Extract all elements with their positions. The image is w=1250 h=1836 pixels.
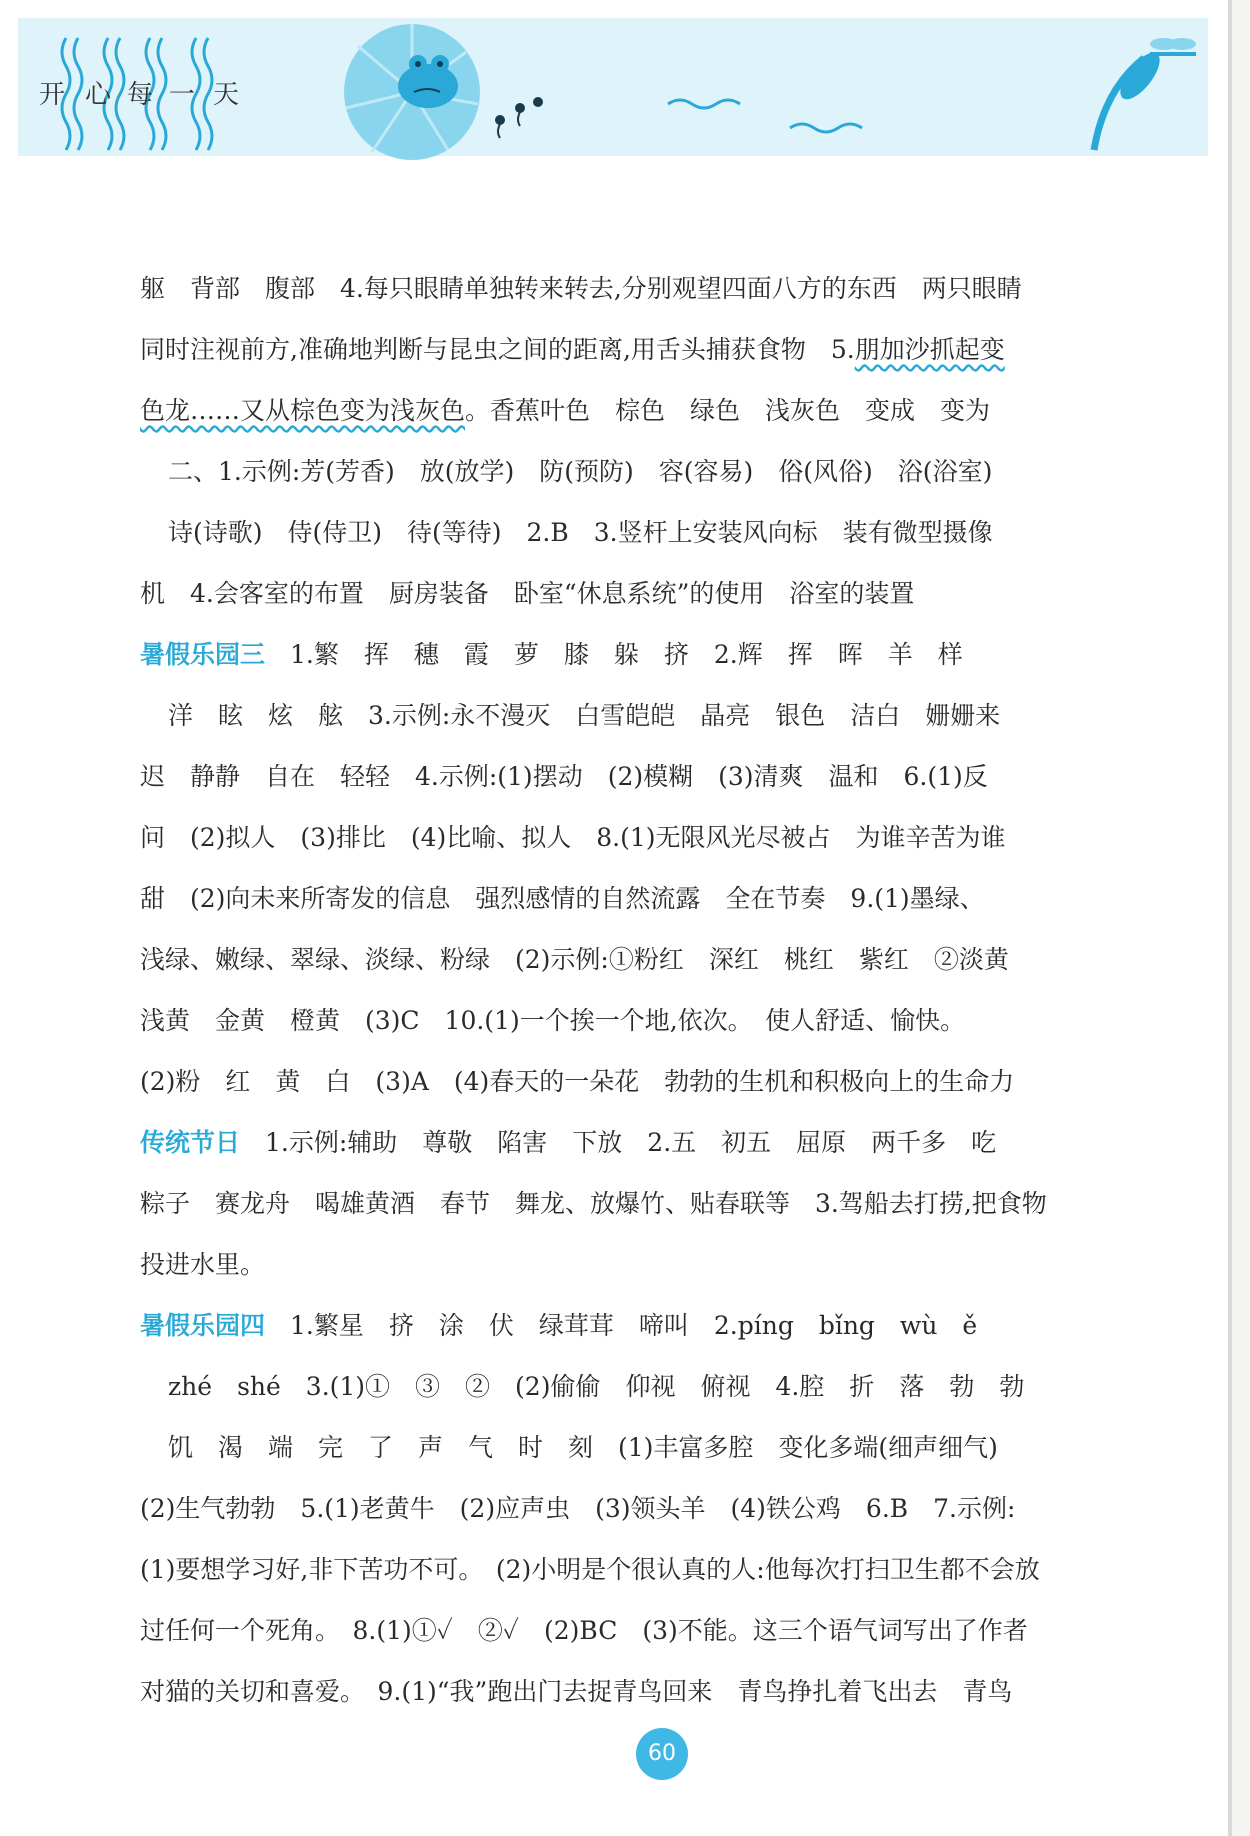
- text-line: [140, 1661, 1180, 1722]
- text-line: [140, 807, 1180, 868]
- line-text: (2)生气勃勃 5.(1)老黄牛 (2)应声虫 (3)领头羊 (4)铁公鸡 6.B 7.示例:: [140, 1494, 1016, 1523]
- text-line: [140, 1295, 1180, 1356]
- line-text: 粽子 赛龙舟 喝雄黄酒 春节 舞龙、放爆竹、贴春联等 3.驾船去打捞,把食物: [140, 1189, 1047, 1218]
- line-text: 机 4.会客室的布置 厨房装备 卧室“休息系统”的使用 浴室的装置: [140, 579, 915, 608]
- answer-content: [140, 258, 1180, 1722]
- page-number: 60: [636, 1728, 688, 1780]
- line-text: 浅绿、嫩绿、翠绿、淡绿、粉绿 (2)示例:①粉红 深红 桃红 紫红 ②淡黄: [140, 945, 1009, 974]
- line-text: 浅黄 金黄 橙黄 (3)C 10.(1)一个挨一个地,依次。 使人舒适、愉快。: [140, 1006, 966, 1035]
- line-text: 投进水里。: [140, 1250, 266, 1279]
- title-char: 开: [38, 80, 65, 110]
- line-text: zhé shé 3.(1)① ③ ② (2)偷偷 仰视 俯视 4.腔 折 落 勃 勃: [168, 1372, 1025, 1401]
- line-text: 迟 静静 自在 轻轻 4.示例:(1)摆动 (2)模糊 (3)清爽 温和 6.(1)反: [140, 762, 988, 791]
- text-line: [140, 685, 1180, 746]
- line-text: 1.示例:辅助 尊敬 陷害 下放 2.五 初五 屈原 两千多 吃: [240, 1128, 997, 1157]
- line-text: 过任何一个死角。 8.(1)①✓ ②✓ (2)BC (3)不能。这三个语气词写出了作者: [140, 1616, 1028, 1645]
- text-line: [140, 1356, 1180, 1417]
- line-text: 洋 眩 炫 舷 3.示例:永不漫灭 白雪皑皑 晶亮 银色 洁白 姗姗来: [168, 701, 1001, 730]
- text-line: [140, 1478, 1180, 1539]
- line-text: 躯 背部 腹部 4.每只眼睛单独转来转去,分别观望四面八方的东西 两只眼睛: [140, 274, 1022, 303]
- line-text: 1.繁星 挤 涂 伏 绿茸茸 啼叫 2.píng bǐng wù ě: [265, 1311, 978, 1340]
- text-line: [140, 929, 1180, 990]
- line-text: 同时注视前方,准确地判断与昆虫之间的距离,用舌头捕获食物 5.: [140, 335, 855, 364]
- text-line: [140, 1600, 1180, 1661]
- text-line: [140, 1112, 1180, 1173]
- line-text: 饥 渴 端 完 了 声 气 时 刻 (1)丰富多腔 变化多端(细声细气): [168, 1433, 998, 1462]
- section-label: 传统节日: [140, 1128, 241, 1157]
- text-line: [140, 1539, 1180, 1600]
- line-text: 甜 (2)向未来所寄发的信息 强烈感情的自然流露 全在节奏 9.(1)墨绿、: [140, 884, 985, 913]
- title-char: 每: [126, 80, 153, 110]
- section-label: 暑假乐园四: [140, 1311, 266, 1340]
- title-char: 一: [168, 80, 195, 110]
- title-char: 心: [84, 80, 111, 110]
- text-line: [140, 380, 1180, 441]
- text-line: [140, 1051, 1180, 1112]
- text-line: [140, 624, 1180, 685]
- text-line: [140, 563, 1180, 624]
- underlined-text: 朋加沙抓起变: [854, 335, 1005, 364]
- text-line: [140, 1417, 1180, 1478]
- underlined-text: 色龙……又从棕色变为浅灰色: [140, 396, 466, 425]
- section-label: 暑假乐园三: [140, 640, 266, 669]
- text-line: [140, 441, 1180, 502]
- text-line: [140, 746, 1180, 807]
- line-text: 。香蕉叶色 棕色 绿色 浅灰色 变成 变为: [465, 396, 991, 425]
- line-text: (2)粉 红 黄 白 (3)A (4)春天的一朵花 勃勃的生机和积极向上的生命力: [140, 1067, 1015, 1096]
- text-line: [140, 258, 1180, 319]
- text-line: [140, 319, 1180, 380]
- line-text: 1.繁 挥 穗 霞 萝 膝 躲 挤 2.辉 挥 晖 羊 样: [265, 640, 963, 669]
- text-line: [140, 502, 1180, 563]
- line-text: 诗(诗歌) 侍(侍卫) 待(等待) 2.B 3.竖杆上安装风向标 装有微型摄像: [168, 518, 993, 547]
- header-title: [32, 62, 262, 118]
- line-text: 对猫的关切和喜爱。 9.(1)“我”跑出门去捉青鸟回来 青鸟挣扎着飞出去 青鸟: [140, 1677, 1013, 1706]
- title-char: 天: [212, 80, 239, 110]
- line-text: 问 (2)拟人 (3)排比 (4)比喻、拟人 8.(1)无限风光尽被占 为谁辛苦为谁: [140, 823, 1006, 852]
- text-line: [140, 1173, 1180, 1234]
- line-text: (1)要想学习好,非下苦功不可。 (2)小明是个很认真的人:他每次打扫卫生都不会放: [140, 1555, 1040, 1584]
- text-line: [140, 868, 1180, 929]
- text-line: [140, 990, 1180, 1051]
- line-text: 二、1.示例:芳(芳香) 放(放学) 防(预防) 容(容易) 俗(风俗) 浴(浴室): [168, 457, 993, 486]
- text-line: [140, 1234, 1180, 1295]
